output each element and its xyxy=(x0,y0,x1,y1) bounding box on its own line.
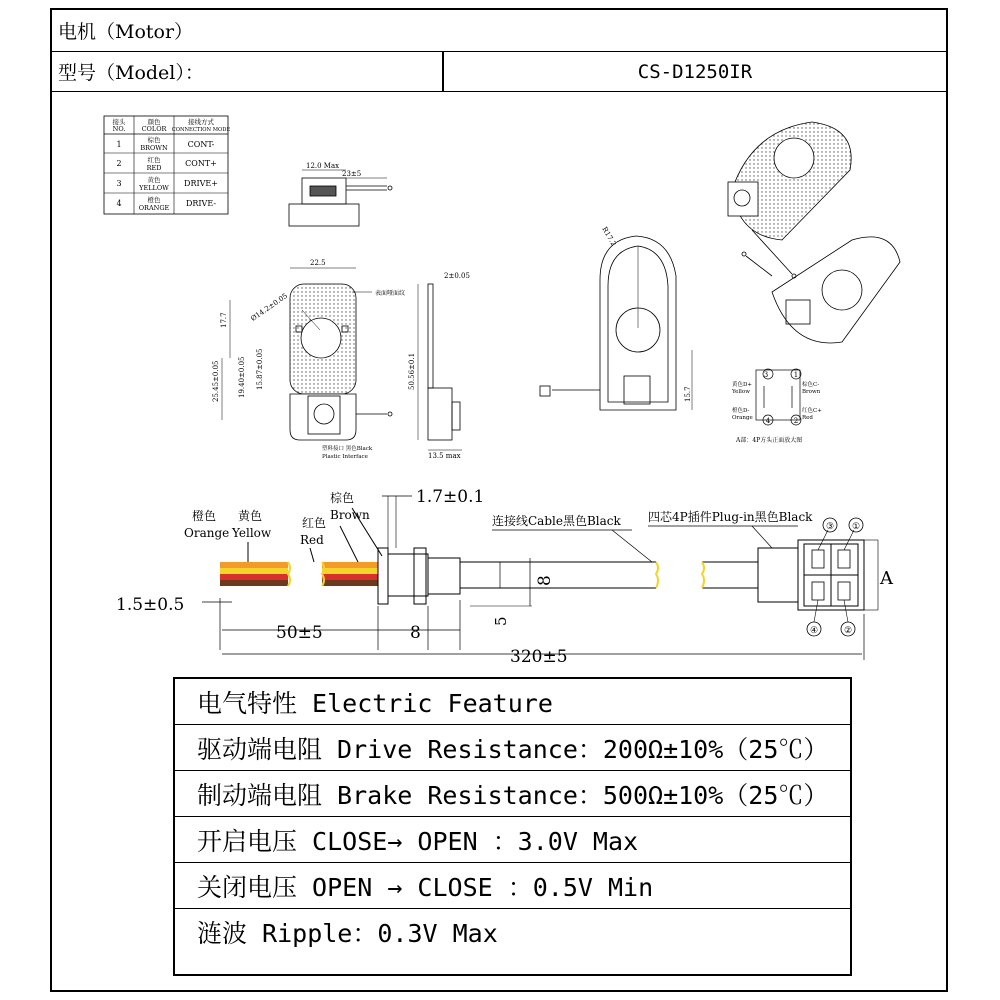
row4-color-en: ORANGE xyxy=(138,204,170,212)
dim-19-40: 19.40±0.05 xyxy=(238,356,246,398)
orange-en: Orange xyxy=(184,526,230,540)
dim-320: 320±5 xyxy=(510,647,568,667)
brown-en: Brown xyxy=(330,508,370,522)
dim-25-45: 25.45±0.05 xyxy=(212,360,220,402)
wire-red-2 xyxy=(322,574,378,580)
pin-4-label: ④ xyxy=(809,626,819,636)
plug-label: 四芯4P插件Plug-in黑色Black xyxy=(648,510,813,524)
feature-heading: 电气特性 Electric Feature xyxy=(175,679,850,725)
pin3-cn: 黄色D+ xyxy=(732,382,753,388)
model-label: 型号（Model）： xyxy=(58,62,204,84)
feature-drive-resistance: 驱动端电阻 Drive Resistance：200Ω±10%（25℃） xyxy=(175,725,850,771)
th-mode-cn: 接线方式 xyxy=(188,118,214,126)
yellow-en: Yellow xyxy=(232,526,272,540)
pin-1-label: ① xyxy=(851,522,861,532)
dim-12max: 12.0 Max xyxy=(306,162,340,170)
dim-15-7: 15.7 xyxy=(684,386,692,402)
iso-view-2 xyxy=(742,237,900,343)
row4-no: 4 xyxy=(116,199,122,208)
model-value: CS-D1250IR xyxy=(637,60,753,83)
yellow-cn: 黄色 xyxy=(238,509,263,523)
pin2-cn: 红色C+ xyxy=(802,408,822,414)
row2-color-en: RED xyxy=(146,164,162,172)
svg-text:1: 1 xyxy=(793,371,799,379)
th-color-en: COLOR xyxy=(141,125,167,133)
wire-yellow-1 xyxy=(220,568,288,574)
row1-color-en: BROWN xyxy=(140,144,168,152)
svg-text:2: 2 xyxy=(793,417,799,425)
row3-color-en: YELLOW xyxy=(139,184,169,192)
technical-drawing xyxy=(52,10,946,670)
wire-brown-2 xyxy=(322,580,378,586)
rear-view xyxy=(540,226,692,410)
wire-orange-2 xyxy=(322,562,378,568)
spec-sheet xyxy=(50,8,948,992)
dim-5: 5 xyxy=(492,616,510,626)
svg-text:4: 4 xyxy=(765,417,771,425)
motor-label: 电机（Motor） xyxy=(58,21,194,43)
row2-no: 2 xyxy=(116,159,122,168)
dim-8-v: 8 xyxy=(535,575,555,586)
dim-13-5: 13.5 max xyxy=(428,452,461,460)
th-mode-en: CONNECTION MODE xyxy=(171,127,231,133)
feature-open-voltage: 开启电压 CLOSE→ OPEN ：3.0V Max xyxy=(175,817,850,863)
dim-1-5: 1.5±0.5 xyxy=(116,595,185,615)
dim-1-7: 1.7±0.1 xyxy=(416,487,485,507)
row2-color-cn: 红色 xyxy=(147,156,161,164)
row3-no: 3 xyxy=(116,179,122,188)
front-view xyxy=(212,259,405,460)
brown-cn: 棕色 xyxy=(330,491,355,505)
wire-table xyxy=(104,116,230,214)
pin-caption: A部：4P方头正面放大图 xyxy=(736,437,803,444)
pin4-cn: 橙色D- xyxy=(732,408,750,414)
orange-cn: 橙色 xyxy=(192,509,217,523)
dim-2: 2±0.05 xyxy=(444,272,470,280)
row1-no: 1 xyxy=(116,140,122,149)
feature-ripple: 涟波 Ripple：0.3V Max xyxy=(197,919,498,948)
pin1-cn: 棕色C- xyxy=(802,382,820,388)
feature-brake-resistance: 制动端电阻 Brake Resistance：500Ω±10%（25℃） xyxy=(175,771,850,817)
side-view-top xyxy=(289,162,392,226)
dim-23: 23±5 xyxy=(342,170,362,178)
row4-color-cn: 橙色 xyxy=(147,196,161,204)
pin-2-label: ② xyxy=(843,626,853,636)
surface-note: 表面哑面纹 xyxy=(375,290,406,297)
dim-22-5: 22.5 xyxy=(310,259,326,267)
pin-3-label: ③ xyxy=(825,522,835,532)
dim-50: 50±5 xyxy=(276,623,323,643)
wire-brown-1 xyxy=(220,580,288,586)
dim-15-87: 15.87±0.05 xyxy=(256,348,264,390)
dim-50-56: 50.56±0.1 xyxy=(408,352,416,390)
feature-close-voltage: 关闭电压 OPEN → CLOSE ：0.5V Min xyxy=(175,863,850,909)
wire-orange-1 xyxy=(220,562,288,568)
row1-mode: CONT- xyxy=(187,140,215,149)
row4-mode: DRIVE- xyxy=(185,199,217,208)
pin-enlargement xyxy=(731,369,822,444)
th-no-en: NO. xyxy=(112,125,126,133)
th-no-cn: 接头 xyxy=(112,118,126,126)
dim-8-h: 8 xyxy=(410,623,421,643)
pin2-en: Red xyxy=(802,415,813,421)
cable-label: 连接线Cable黑色Black xyxy=(492,514,621,528)
wire-yellow-2 xyxy=(322,568,378,574)
red-cn: 红色 xyxy=(302,516,327,530)
th-color-cn: 颜色 xyxy=(147,118,161,126)
row2-mode: CONT+ xyxy=(185,159,217,168)
iso-view-1 xyxy=(728,122,851,278)
plastic-en: Plastic Interface xyxy=(322,454,368,460)
pin3-en: Yellow xyxy=(732,389,750,395)
red-en: Red xyxy=(300,533,324,547)
wire-red-1 xyxy=(220,574,288,580)
electric-feature-table xyxy=(173,677,852,976)
svg-text:3: 3 xyxy=(763,371,769,379)
row1-color-cn: 棕色 xyxy=(147,136,161,144)
dim-17-7: 17.7 xyxy=(220,312,228,328)
row3-color-cn: 黄色 xyxy=(147,176,161,184)
dim-phi14: Ø14.2±0.05 xyxy=(249,291,290,323)
cable-drawing xyxy=(116,487,894,667)
side-profile xyxy=(408,272,470,460)
row3-mode: DRIVE+ xyxy=(184,179,218,188)
pin4-en: Orange xyxy=(732,415,753,421)
pin1-en: Brown xyxy=(802,389,821,395)
dim-r17: R17.2 xyxy=(600,225,618,248)
view-a-label: A xyxy=(880,568,893,589)
plastic-cn: 塑料接口 黑色Black xyxy=(322,446,373,452)
